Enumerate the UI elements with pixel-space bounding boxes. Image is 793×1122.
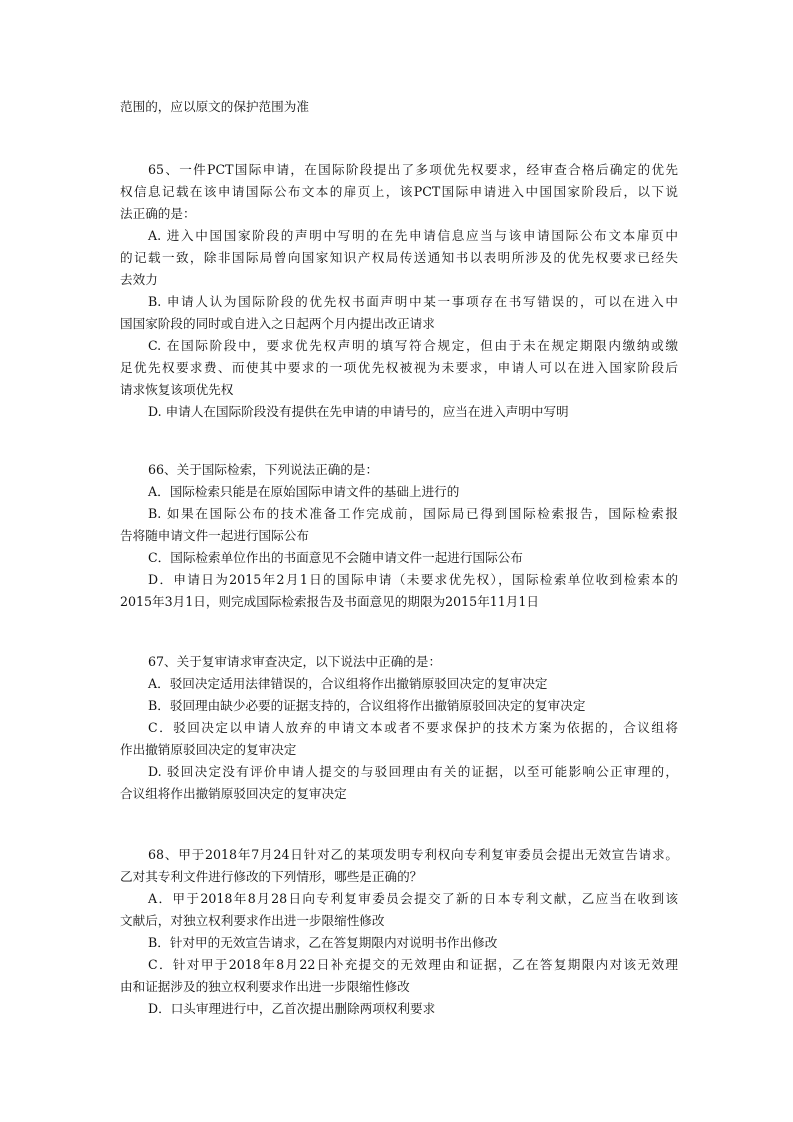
option-a-line: A. 进入中国国家阶段的声明中写明的在先申请信息应当与该申请国际公布文本扉页中: [148, 228, 678, 243]
option-c-line: 由和证据涉及的独立权利要求作出进一步限缩性修改: [120, 979, 410, 994]
option-a-line: A．驳回决定适用法律错误的，合议组将作出撤销原驳回决定的复审决定: [148, 676, 548, 691]
option-d-line: 2015年3月1日，则完成国际检索报告及书面意见的期限为2015年11月1日: [120, 594, 540, 609]
option-d-line: D．申请日为2015年2月1日的国际申请（未要求优先权），国际检索单位收到检索本的: [148, 572, 678, 587]
question-stem-line: 68、甲于2018年7月24日针对乙的某项发明专利权向专利复审委员会提出无效宣告请求。: [148, 847, 678, 862]
option-c-line: 请求恢复该项优先权: [120, 382, 234, 397]
question-stem-line: 乙对其专利文件进行修改的下列情形，哪些是正确的？: [120, 869, 423, 884]
option-b-line: B．驳回理由缺少必要的证据支持的，合议组将作出撤销原驳回决定的复审决定: [148, 698, 586, 713]
option-c-line: 作出撤销原驳回决定的复审决定: [120, 742, 297, 757]
option-a-line: 的记载一致，除非国际局曾向国家知识产权局传送通知书以表明所涉及的优先权要求已经失: [120, 250, 678, 265]
question-stem-line: 65、一件PCT国际申请，在国际阶段提出了多项优先权要求，经审查合格后确定的优先: [148, 162, 678, 177]
option-b-line: B. 如果在国际公布的技术准备工作完成前，国际局已得到国际检索报告，国际检索报: [148, 506, 678, 521]
option-c-line: 足优先权要求费、而使其中要求的一项优先权被视为未要求，申请人可以在进入国家阶段后: [120, 360, 678, 375]
question-66: [120, 459, 678, 613]
option-b-line: B. 申请人认为国际阶段的优先权书面声明中某一事项存在书写错误的，可以在进入中: [148, 294, 678, 309]
option-a-line: 文献后，对独立权利要求作出进一步限缩性修改: [120, 913, 385, 928]
option-b-line: B．针对甲的无效宣告请求，乙在答复期限内对说明书作出修改: [148, 935, 498, 950]
option-d-line: D. 申请人在国际阶段没有提供在先申请的申请号的，应当在进入声明中写明: [148, 404, 569, 419]
option-c-line: C．驳回决定以申请人放弃的申请文本或者不要求保护的技术方案为依据的，合议组将: [148, 720, 678, 735]
option-d-line: D. 驳回决定没有评价申请人提交的与驳回理由有关的证据，以至可能影响公正审理的，: [148, 764, 678, 779]
question-stem-line: 67、关于复审请求审查决定，以下说法中正确的是：: [148, 654, 442, 669]
question-67: [120, 651, 678, 805]
option-b-line: 告将随申请文件一起进行国际公布: [120, 528, 309, 543]
question-stem-line: 66、关于国际检索，下列说法正确的是：: [148, 462, 379, 477]
intro-text: [120, 96, 678, 118]
question-stem-line: 法正确的是：: [120, 206, 196, 221]
option-a-line: A．甲于2018年8月28日向专利复审委员会提交了新的日本专利文献，乙应当在收到该: [148, 891, 678, 906]
option-a-line: A．国际检索只能是在原始国际申请文件的基础上进行的: [148, 484, 460, 499]
option-a-line: 去效力: [120, 272, 158, 287]
question-65: [120, 159, 678, 423]
option-c-line: C．国际检索单位作出的书面意见不会随申请文件一起进行国际公布: [148, 550, 523, 565]
option-b-line: 国国家阶段的同时或自进入之日起两个月内提出改正请求: [120, 316, 435, 331]
text-line: 范围的，应以原文的保护范围为准: [120, 99, 309, 114]
option-c-line: C．针对甲于2018年8月22日补充提交的无效理由和证据，乙在答复期限内对该无效理: [148, 957, 678, 972]
question-68: [120, 844, 678, 1020]
option-c-line: C. 在国际阶段中，要求优先权声明的填写符合规定，但由于未在规定期限内缴纳或缴: [148, 338, 678, 353]
option-d-line: D．口头审理进行中，乙首次提出删除两项权利要求: [148, 1001, 436, 1016]
option-d-line: 合议组将作出撤销原驳回决定的复审决定: [120, 786, 347, 801]
question-stem-line: 权信息记载在该申请国际公布文本的扉页上，该PCT国际申请进入中国国家阶段后，以下说: [120, 184, 678, 199]
